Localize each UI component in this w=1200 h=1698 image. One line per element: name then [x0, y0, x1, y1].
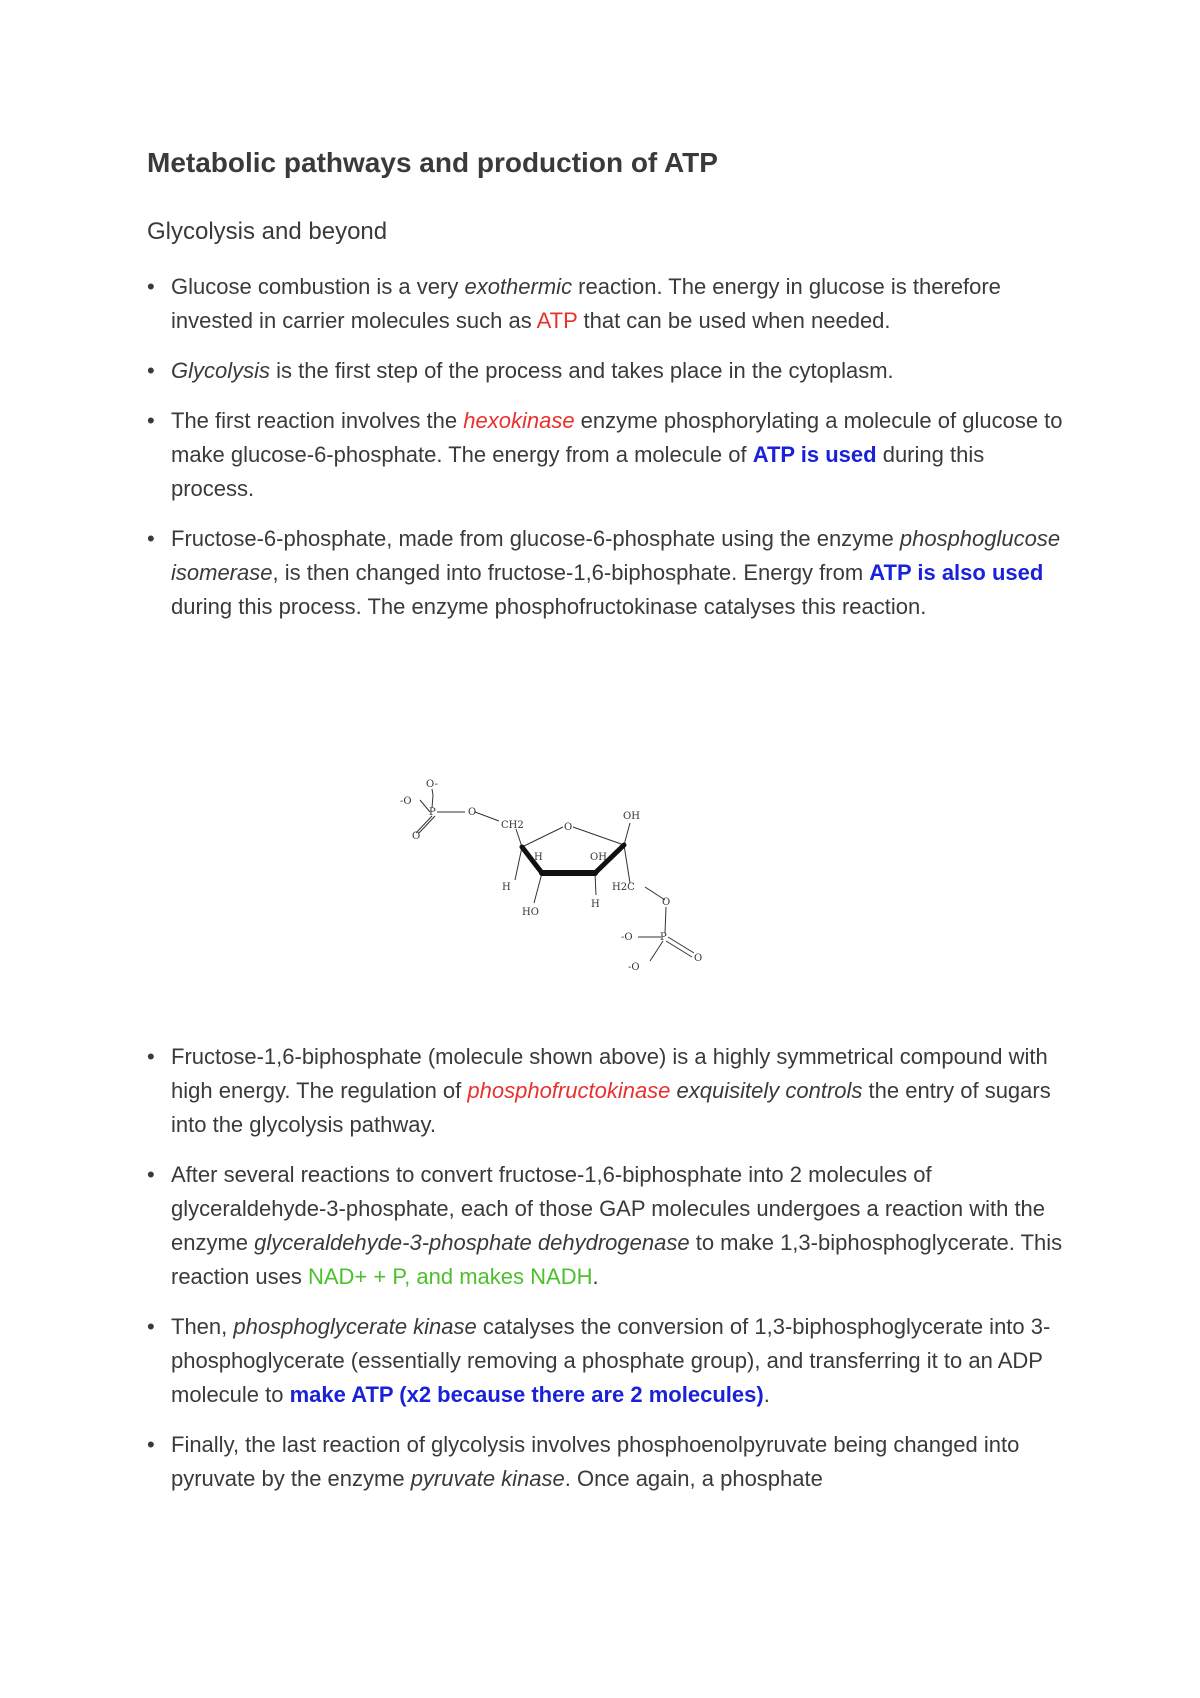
- list-item: [147, 404, 1067, 506]
- atom-label: O: [412, 831, 421, 842]
- text-run: Glucose combustion is a very: [171, 274, 465, 299]
- bond: [534, 873, 542, 903]
- section-heading: Glycolysis and beyond: [147, 218, 388, 245]
- bond: [665, 907, 666, 933]
- bond: [522, 827, 563, 847]
- atom-label: P: [660, 932, 667, 943]
- text-run: , is then changed into fructose-1,6-biphosphate. Energy from: [272, 560, 870, 585]
- term-atp: ATP: [536, 308, 578, 333]
- atom-label: P: [429, 807, 436, 818]
- atom-label: H: [534, 852, 543, 863]
- atom-label: H2C: [612, 882, 635, 893]
- atom-label: O: [694, 953, 703, 964]
- text-run: .: [763, 1382, 770, 1407]
- bond: [419, 816, 435, 833]
- list-item: [147, 1040, 1067, 1142]
- text-run: After several reactions to convert fructose-1,6-biphosphate into 2 molecules of glyceraldehyde-3-phosphate, each of those GAP molecules undergoes a reaction with the enzyme: [171, 1162, 1046, 1255]
- atom-label: -O: [628, 962, 640, 973]
- term-gapdh: glyceraldehyde-3-phosphate dehydrogenase: [254, 1230, 690, 1255]
- term-glycolysis: Glycolysis: [171, 358, 271, 383]
- atom-label: OH: [623, 811, 640, 822]
- term-hexokinase: hexokinase: [463, 408, 575, 433]
- text-run: catalyses the conversion of 1,3-biphosphoglycerate into 3-phosphoglycerate (essentially removing a phosphate group), and transferring it to an ADP molecule to: [171, 1314, 1051, 1407]
- bond: [624, 845, 630, 883]
- bond: [650, 941, 663, 961]
- term-phosphofructokinase: phosphofructokinase: [467, 1078, 671, 1103]
- text-run: during this process.: [171, 442, 985, 501]
- list-item: [147, 1428, 1067, 1496]
- list-item: [147, 1310, 1067, 1412]
- atom-label: -O: [400, 796, 412, 807]
- atom-label: O: [662, 897, 671, 908]
- term-exquisitely-controls: exquisitely controls: [670, 1078, 863, 1103]
- text-run: enzyme phosphorylating a molecule of glucose to make glucose-6-phosphate. The energy from a molecule of: [171, 408, 1063, 467]
- atom-label: CH2: [501, 820, 524, 831]
- text-run: Then,: [171, 1314, 234, 1339]
- text-run: Fructose-1,6-biphosphate (molecule shown above) is a highly symmetrical compound with high energy. The regulation of: [171, 1044, 1048, 1103]
- atom-label: O-: [426, 779, 438, 790]
- term-phosphoglucose-isomerase: phosphoglucose isomerase: [171, 526, 1061, 585]
- molecule-figure: [400, 775, 770, 1025]
- text-run: . Once again, a phosphate: [564, 1466, 823, 1491]
- bullet-list-bottom: [147, 1040, 1067, 1512]
- list-item: [147, 1158, 1067, 1294]
- text-run: Fructose-6-phosphate, made from glucose-6-phosphate using the enzyme: [171, 526, 900, 551]
- text-run: to make 1,3-biphosphoglycerate. This reaction uses: [171, 1230, 1063, 1289]
- term-nad: NAD+ + P, and makes NADH: [307, 1264, 593, 1289]
- atom-label: -O: [621, 932, 633, 943]
- bond: [515, 847, 522, 880]
- term-atp-also-used: ATP is also used: [869, 560, 1044, 585]
- atom-label: OH: [590, 852, 607, 863]
- list-item: [147, 354, 1067, 388]
- bond: [516, 829, 522, 847]
- term-make-atp: make ATP (x2 because there are 2 molecules): [289, 1382, 764, 1407]
- atom-label: HO: [522, 907, 539, 918]
- bond: [595, 873, 596, 895]
- bond: [573, 827, 624, 845]
- text-run: The first reaction involves the: [171, 408, 464, 433]
- bond: [475, 812, 499, 821]
- term-pyruvate-kinase: pyruvate kinase: [410, 1466, 565, 1491]
- term-atp-used: ATP is used: [752, 442, 877, 467]
- text-run: during this process. The enzyme phosphofructokinase catalyses this reaction.: [171, 594, 927, 619]
- text-run: the entry of sugars into the glycolysis pathway.: [171, 1078, 1051, 1137]
- atom-label: H: [502, 882, 511, 893]
- text-run: .: [592, 1264, 599, 1289]
- atom-label: H: [591, 899, 600, 910]
- text-run: is the first step of the process and takes place in the cytoplasm.: [270, 358, 894, 383]
- bond: [624, 823, 630, 845]
- list-item: [147, 270, 1067, 338]
- bullet-list-top: [147, 270, 1067, 640]
- text-run: that can be used when needed.: [577, 308, 891, 333]
- text-run: reaction. The energy in glucose is therefore invested in carrier molecules such as: [171, 274, 1001, 333]
- text-run: Finally, the last reaction of glycolysis involves phosphoenolpyruvate being changed into pyruvate by the enzyme: [171, 1432, 1020, 1491]
- list-item: [147, 522, 1067, 624]
- atom-label: O: [564, 822, 573, 833]
- page-title: Metabolic pathways and production of ATP: [147, 147, 718, 178]
- atom-label: O: [468, 807, 477, 818]
- term-phosphoglycerate-kinase: phosphoglycerate kinase: [233, 1314, 477, 1339]
- fructose-bisphosphate-structure: [400, 775, 770, 1025]
- term-exothermic: exothermic: [464, 274, 573, 299]
